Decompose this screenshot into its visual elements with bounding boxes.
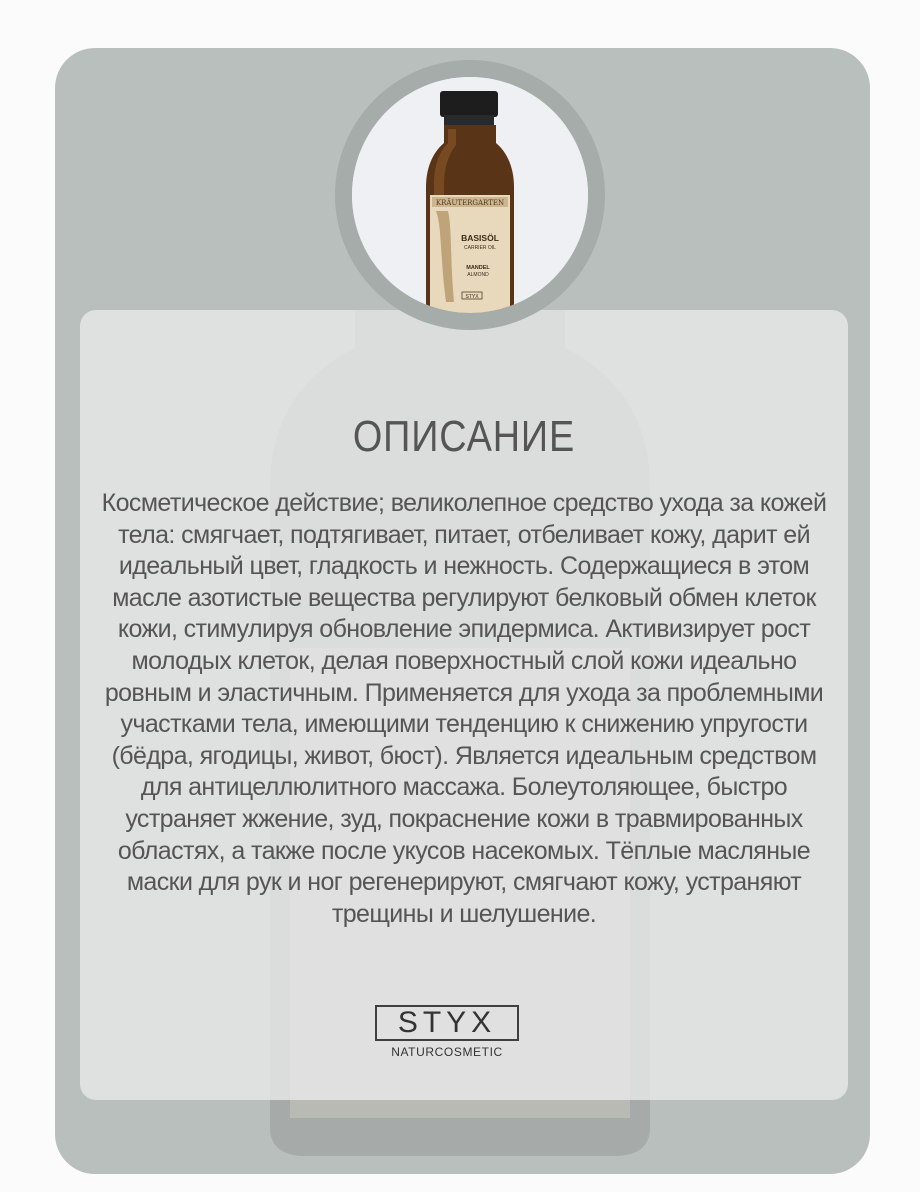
brand-tagline: NATURCOSMETIC	[391, 1045, 503, 1059]
brand-logo	[375, 1005, 519, 1041]
label-maker: STYX	[465, 294, 479, 300]
almond-oil-bottle-image	[352, 77, 588, 313]
label-name: BASISÖL	[461, 233, 499, 243]
label-variant-en: ALMOND	[467, 272, 489, 278]
product-description: Косметическое действие; великолепное средство ухода за кожей тела: смягчает, подтягивает, питает, отбеливает кожу, дарит ей идеальный цвет, гладкость и нежность. Содержащиеся в этом масле азотистые вещества регулируют белковый обмен клеток кожи, стимулируя обновление эпидермиса. Активизирует рост молодых клеток, делая поверхностный слой кожи идеально ровным и эластичным. Применяется для ухода за проблемными участками тела, имеющими тенденцию к снижению упругости (бёдра, ягодицы, живот, бюст). Является идеальным средством для антицеллюлитного массажа. Болеутоляющее, быстро устраняет жжение, зуд, покраснение кожи в травмированных областях, а также после укусов насекомых. Тёплые масляные маски для рук и ног регенерируют, смягчают кожу, устраняют трещины и шелушение.	[101, 489, 827, 928]
label-brand-line: KRÄUTERGARTEN	[435, 199, 505, 207]
label-variant-de: MANDEL	[466, 265, 490, 271]
section-title: ОПИСАНИЕ	[352, 412, 576, 461]
brand-logo-mark: STYX	[397, 1006, 497, 1039]
label-type: CARRIER OIL	[464, 245, 496, 251]
product-photo	[352, 77, 588, 313]
